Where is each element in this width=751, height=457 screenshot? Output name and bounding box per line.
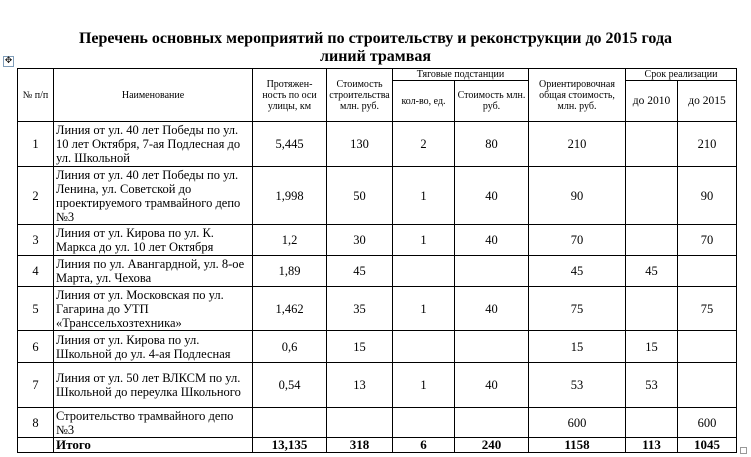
cell-build-cost: 35 xyxy=(327,287,393,331)
cell-to-2015: 210 xyxy=(678,122,737,167)
header-sub-count: кол-во, ед. xyxy=(393,81,455,122)
cell-to-2010: 15 xyxy=(626,331,678,363)
cell-build-cost: 30 xyxy=(327,225,393,256)
table-row xyxy=(18,122,737,167)
cell-num: 4 xyxy=(18,256,54,287)
cell-length: 0,54 xyxy=(253,363,327,408)
cell-build-cost: 15 xyxy=(327,331,393,363)
header-length: Протяжен-ность по оси улицы, км xyxy=(253,69,327,122)
cell-approx-cost: 15 xyxy=(529,331,626,363)
cell-sub-count: 1 xyxy=(393,363,455,408)
cell-length: 5,445 xyxy=(253,122,327,167)
cell-sub-cost xyxy=(455,331,529,363)
header-to-2010: до 2010 xyxy=(626,81,678,122)
total-sub-cost: 240 xyxy=(455,438,529,453)
cell-to-2015 xyxy=(678,256,737,287)
cell-name: Линия по ул. Авангардной, ул. 8-ое Марта, ул. Чехова xyxy=(54,256,253,287)
total-approx-cost: 1158 xyxy=(529,438,626,453)
cell-to-2015: 75 xyxy=(678,287,737,331)
cell-sub-cost xyxy=(455,408,529,438)
cell-name: Линия от ул. Московская по ул. Гагарина до УТП «Транссельхозтехника» xyxy=(54,287,253,331)
cell-to-2015 xyxy=(678,363,737,408)
cell-to-2010: 53 xyxy=(626,363,678,408)
cell-build-cost: 13 xyxy=(327,363,393,408)
cell-to-2010: 45 xyxy=(626,256,678,287)
cell-num: 6 xyxy=(18,331,54,363)
total-to-2010: 113 xyxy=(626,438,678,453)
cell-num: 7 xyxy=(18,363,54,408)
cell-to-2010 xyxy=(626,167,678,225)
cell-sub-count: 2 xyxy=(393,122,455,167)
table-row xyxy=(18,408,737,438)
cell-sub-count xyxy=(393,256,455,287)
cell-name: Линия от ул. 40 лет Победы по ул. 10 лет Октября, 7-ая Подлесная до ул. Школьной xyxy=(54,122,253,167)
total-row xyxy=(18,438,737,453)
cell-sub-cost: 40 xyxy=(455,287,529,331)
cell-name: Строительство трамвайного депо №3 xyxy=(54,408,253,438)
cell-approx-cost: 45 xyxy=(529,256,626,287)
cell-length: 1,89 xyxy=(253,256,327,287)
cell-sub-count: 1 xyxy=(393,287,455,331)
table-row xyxy=(18,167,737,225)
document-title xyxy=(0,30,751,66)
header-build-cost: Стоимость строительства млн. руб. xyxy=(327,69,393,122)
cell-sub-cost xyxy=(455,256,529,287)
cell-to-2010 xyxy=(626,225,678,256)
cell-approx-cost: 90 xyxy=(529,167,626,225)
cell-num: 1 xyxy=(18,122,54,167)
cell-build-cost xyxy=(327,408,393,438)
cell-build-cost: 45 xyxy=(327,256,393,287)
move-arrows-icon[interactable]: ✥ xyxy=(4,56,13,66)
cell-to-2015: 600 xyxy=(678,408,737,438)
total-sub-count: 6 xyxy=(393,438,455,453)
table-row xyxy=(18,287,737,331)
table-row xyxy=(18,225,737,256)
cell-to-2010 xyxy=(626,408,678,438)
cell-num: 2 xyxy=(18,167,54,225)
table-row xyxy=(18,363,737,408)
cell-sub-cost: 40 xyxy=(455,167,529,225)
title-line-2: линий трамвая xyxy=(320,48,431,65)
cell-num xyxy=(18,438,54,453)
cell-length: 1,998 xyxy=(253,167,327,225)
cell-to-2010 xyxy=(626,287,678,331)
cell-length xyxy=(253,408,327,438)
header-approx-cost: Ориентировочная общая стоимость, млн. руб. xyxy=(529,69,626,122)
cell-name: Линия от ул. 40 лет Победы по ул. Ленина, ул. Советской до проектируемого трамвайного депо №3 xyxy=(54,167,253,225)
cell-length: 0,6 xyxy=(253,331,327,363)
cell-name: Линия от ул. Кирова по ул. Школьной до ул. 4-ая Подлесная xyxy=(54,331,253,363)
cell-sub-count xyxy=(393,408,455,438)
table-row xyxy=(18,256,737,287)
cell-num: 5 xyxy=(18,287,54,331)
total-build-cost: 318 xyxy=(327,438,393,453)
cell-approx-cost: 75 xyxy=(529,287,626,331)
cell-to-2015: 90 xyxy=(678,167,737,225)
cell-sub-cost: 40 xyxy=(455,225,529,256)
header-substations: Тяговые подстанции xyxy=(393,69,529,81)
total-length: 13,135 xyxy=(253,438,327,453)
header-sub-cost: Стоимость млн. руб. xyxy=(455,81,529,122)
total-label: Итого xyxy=(54,438,253,453)
resize-handle-icon[interactable] xyxy=(740,447,747,454)
cell-approx-cost: 53 xyxy=(529,363,626,408)
header-term: Срок реализации xyxy=(626,69,737,81)
cell-approx-cost: 600 xyxy=(529,408,626,438)
cell-length: 1,462 xyxy=(253,287,327,331)
title-line-1: Перечень основных мероприятий по строительству и реконструкции до 2015 года xyxy=(78,30,673,47)
cell-name: Линия от ул. Кирова по ул. К. Маркса до ул. 10 лет Октября xyxy=(54,225,253,256)
header-num: № п/п xyxy=(18,69,54,122)
measures-table xyxy=(17,68,737,453)
cell-to-2015: 70 xyxy=(678,225,737,256)
total-to-2015: 1045 xyxy=(678,438,737,453)
cell-sub-cost: 80 xyxy=(455,122,529,167)
cell-approx-cost: 210 xyxy=(529,122,626,167)
cell-approx-cost: 70 xyxy=(529,225,626,256)
table-row xyxy=(18,331,737,363)
cell-sub-count xyxy=(393,331,455,363)
header-name: Наименование xyxy=(54,69,253,122)
cell-sub-cost: 40 xyxy=(455,363,529,408)
cell-sub-count: 1 xyxy=(393,167,455,225)
cell-to-2015 xyxy=(678,331,737,363)
cell-num: 3 xyxy=(18,225,54,256)
cell-build-cost: 130 xyxy=(327,122,393,167)
cell-build-cost: 50 xyxy=(327,167,393,225)
cell-length: 1,2 xyxy=(253,225,327,256)
cell-name: Линия от ул. 50 лет ВЛКСМ по ул. Школьной до переулка Школьного xyxy=(54,363,253,408)
header-to-2015: до 2015 xyxy=(678,81,737,122)
cell-sub-count: 1 xyxy=(393,225,455,256)
cell-to-2010 xyxy=(626,122,678,167)
cell-num: 8 xyxy=(18,408,54,438)
